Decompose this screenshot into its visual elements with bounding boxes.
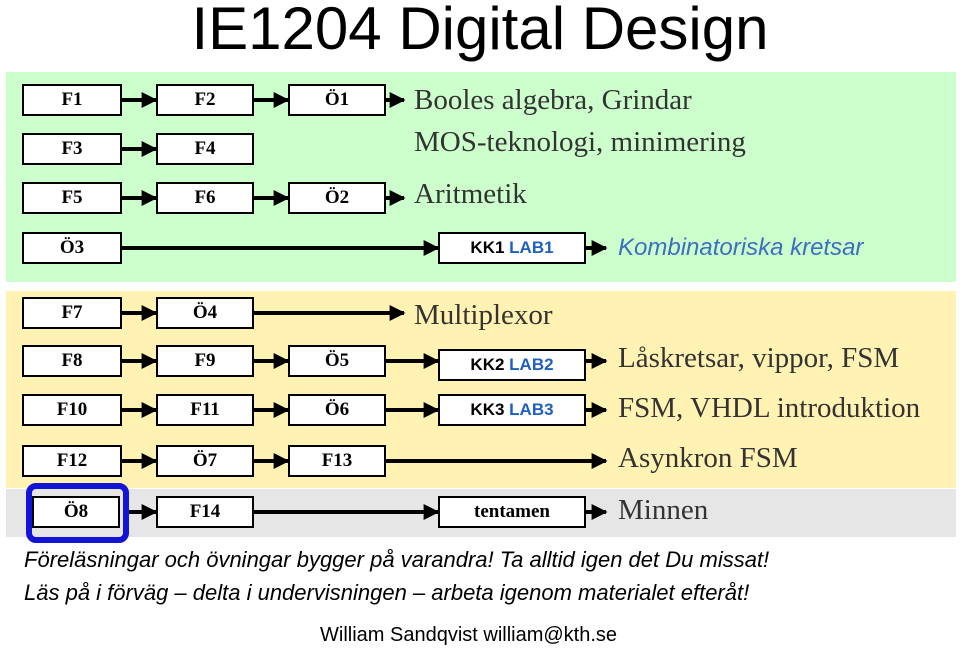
node-tentamen: tentamen <box>438 496 586 528</box>
topic-asynkron-fsm: Asynkron FSM <box>618 442 798 474</box>
lab2-label: LAB2 <box>509 355 554 374</box>
kk3-label: KK3 <box>470 400 505 419</box>
lab3-label: LAB3 <box>509 400 554 419</box>
node-f14: F14 <box>156 496 254 528</box>
node-kk1-lab1 <box>438 232 586 264</box>
node-o8: Ö8 <box>32 496 120 528</box>
node-f13: F13 <box>288 445 386 477</box>
node-f2: F2 <box>156 84 254 116</box>
node-o7: Ö7 <box>156 445 254 477</box>
node-f4: F4 <box>156 133 254 165</box>
highlight-frame <box>26 483 129 543</box>
note-line-2: Läs på i förväg – delta i undervisningen – arbeta igenom materialet efteråt! <box>24 580 750 605</box>
node-f5: F5 <box>22 182 122 214</box>
node-o1: Ö1 <box>288 84 386 116</box>
lab1-label: LAB1 <box>509 238 554 257</box>
author-credit: William Sandqvist william@kth.se <box>320 624 618 646</box>
node-f11: F11 <box>156 394 254 426</box>
node-kk3-lab3 <box>438 394 586 426</box>
node-f7: F7 <box>22 297 122 329</box>
topic-mos-teknologi: MOS-teknologi, minimering <box>414 126 746 158</box>
node-o2: Ö2 <box>288 182 386 214</box>
node-f3: F3 <box>22 133 122 165</box>
kk1-label: KK1 <box>470 238 505 257</box>
note-line-1: Föreläsningar och övningar bygger på varandra! Ta alltid igen det Du missat! <box>24 547 770 572</box>
node-o6: Ö6 <box>288 394 386 426</box>
node-f8: F8 <box>22 345 122 377</box>
node-f9: F9 <box>156 345 254 377</box>
kk2-label: KK2 <box>470 355 505 374</box>
topic-kombinatoriska-kretsar: Kombinatoriska kretsar <box>618 234 864 261</box>
topic-booles-algebra: Booles algebra, Grindar <box>414 84 692 116</box>
topic-minnen: Minnen <box>618 494 709 526</box>
topic-multiplexor: Multiplexor <box>414 299 553 331</box>
node-f6: F6 <box>156 182 254 214</box>
page-title: IE1204 Digital Design <box>191 0 769 62</box>
node-f10: F10 <box>22 394 122 426</box>
topic-aritmetik: Aritmetik <box>414 178 527 210</box>
node-f12: F12 <box>22 445 122 477</box>
node-o5: Ö5 <box>288 345 386 377</box>
node-kk2-lab2 <box>438 349 586 381</box>
topic-fsm-vhdl: FSM, VHDL introduktion <box>618 392 921 424</box>
node-o3: Ö3 <box>22 232 122 264</box>
node-o4: Ö4 <box>156 297 254 329</box>
node-f1: F1 <box>22 84 122 116</box>
topic-laskretsar: Låskretsar, vippor, FSM <box>618 342 900 374</box>
